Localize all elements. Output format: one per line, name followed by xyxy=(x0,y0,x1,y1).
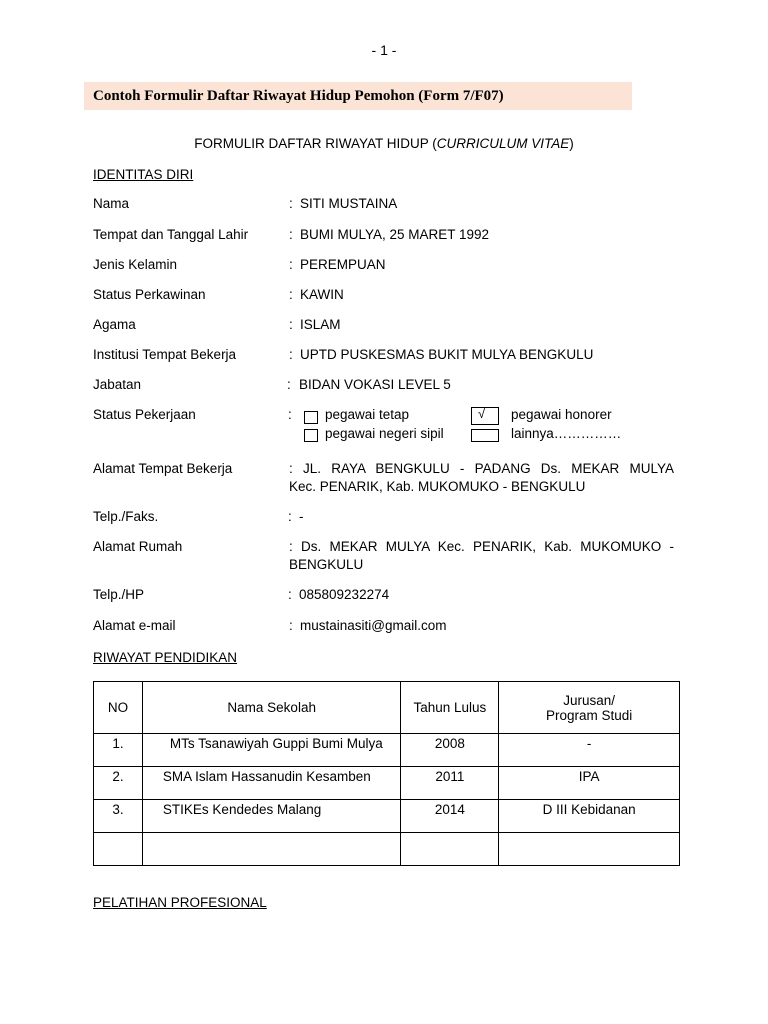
alamat-rumah-line1 xyxy=(289,538,674,556)
jk-colon: : xyxy=(289,257,293,272)
status-kawin-value: KAWIN xyxy=(300,287,344,302)
institusi-label: Institusi Tempat Bekerja xyxy=(93,347,237,362)
telp-faks-label: Telp./Faks. xyxy=(93,509,159,524)
form-title xyxy=(0,136,768,151)
page-number: - 1 - xyxy=(371,42,397,58)
pegawai-negeri-sipil-checkbox[interactable] xyxy=(304,429,318,442)
agama-label: Agama xyxy=(93,317,136,332)
form-title-suffix: ) xyxy=(569,136,574,151)
empty-cell xyxy=(94,833,143,866)
header-tahun-lulus: Tahun Lulus xyxy=(401,682,499,734)
header-no: NO xyxy=(94,682,143,734)
alamat-rumah-label: Alamat Rumah xyxy=(93,539,183,554)
telp-faks-value: - xyxy=(299,509,304,524)
alamat-kerja-label: Alamat Tempat Bekerja xyxy=(93,461,233,476)
header-jurusan-line2: Program Studi xyxy=(546,707,633,723)
alamat-kerja-colon: : xyxy=(289,461,293,476)
pegawai-negeri-sipil-label: pegawai negeri sipil xyxy=(325,426,444,441)
training-heading: PELATIHAN PROFESIONAL xyxy=(93,895,267,910)
row-no: 2. xyxy=(94,767,143,800)
agama-value: ISLAM xyxy=(300,317,341,332)
pegawai-tetap-checkbox[interactable] xyxy=(304,411,318,424)
nama-colon: : xyxy=(289,196,293,211)
telp-hp-value: 085809232274 xyxy=(299,587,390,602)
telp-hp-colon: : xyxy=(288,587,292,602)
alamat-kerja-line1-text: JL. RAYA BENGKULU - PADANG Ds. MEKAR MULYA xyxy=(302,461,674,476)
row-sekolah: SMA Islam Hassanudin Kesamben xyxy=(142,767,401,800)
row-no: 1. xyxy=(94,734,143,767)
agama-colon: : xyxy=(289,317,293,332)
empty-cell xyxy=(401,833,499,866)
status-pekerjaan-label: Status Pekerjaan xyxy=(93,407,196,422)
row-tahun: 2011 xyxy=(401,767,499,800)
email-value: mustainasiti@gmail.com xyxy=(300,618,447,633)
header-jurusan xyxy=(499,682,680,734)
row-sekolah: MTs Tsanawiyah Guppi Bumi Mulya xyxy=(142,734,401,767)
jk-label: Jenis Kelamin xyxy=(93,257,178,272)
row-jurusan: IPA xyxy=(499,767,680,800)
header-jurusan-line1: Jurusan/ xyxy=(563,692,616,708)
education-heading: RIWAYAT PENDIDIKAN xyxy=(93,650,238,665)
alamat-kerja-line1 xyxy=(289,460,674,478)
nama-value: SITI MUSTAINA xyxy=(300,196,398,211)
alamat-rumah-line2: BENGKULU xyxy=(289,557,364,572)
jabatan-colon: : xyxy=(287,377,291,392)
lainnya-label: lainnya…………… xyxy=(511,426,622,441)
ttl-label: Tempat dan Tanggal Lahir xyxy=(93,227,249,242)
jk-value: PEREMPUAN xyxy=(300,257,386,272)
empty-cell xyxy=(499,833,680,866)
jabatan-label: Jabatan xyxy=(93,377,142,392)
alamat-rumah-line1-text: Ds. MEKAR MULYA Kec. PENARIK, Kab. MUKOMUKO - xyxy=(301,539,674,554)
telp-faks-colon: : xyxy=(288,509,292,524)
header-nama-sekolah: Nama Sekolah xyxy=(142,682,401,734)
table-row-empty xyxy=(94,833,680,866)
email-colon: : xyxy=(289,618,293,633)
institusi-value: UPTD PUSKESMAS BUKIT MULYA BENGKULU xyxy=(300,347,594,362)
form-banner-text: Contoh Formulir Daftar Riwayat Hidup Pemohon (Form 7/F07) xyxy=(93,88,504,104)
pegawai-tetap-label: pegawai tetap xyxy=(325,407,410,422)
ttl-value: BUMI MULYA, 25 MARET 1992 xyxy=(300,227,490,242)
email-label: Alamat e-mail xyxy=(93,618,176,633)
row-jurusan: D III Kebidanan xyxy=(499,800,680,833)
nama-label: Nama xyxy=(93,196,130,211)
education-header-row xyxy=(94,682,680,734)
table-row xyxy=(94,734,680,767)
ttl-colon: : xyxy=(289,227,293,242)
row-no: 3. xyxy=(94,800,143,833)
table-row xyxy=(94,767,680,800)
table-row xyxy=(94,800,680,833)
row-sekolah: STIKEs Kendedes Malang xyxy=(142,800,401,833)
identity-heading: IDENTITAS DIRI xyxy=(93,167,194,182)
education-table xyxy=(93,681,680,866)
row-jurusan: - xyxy=(499,734,680,767)
lainnya-checkbox[interactable] xyxy=(471,429,499,442)
row-tahun: 2008 xyxy=(401,734,499,767)
status-pekerjaan-colon: : xyxy=(288,407,292,422)
empty-cell xyxy=(142,833,401,866)
form-title-italic: CURRICULUM VITAE xyxy=(436,136,570,151)
status-kawin-colon: : xyxy=(289,287,293,302)
jabatan-value: BIDAN VOKASI LEVEL 5 xyxy=(299,377,451,392)
status-kawin-label: Status Perkawinan xyxy=(93,287,206,302)
row-tahun: 2014 xyxy=(401,800,499,833)
institusi-colon: : xyxy=(289,347,293,362)
telp-hp-label: Telp./HP xyxy=(93,587,145,602)
alamat-kerja-line2: Kec. PENARIK, Kab. MUKOMUKO - BENGKULU xyxy=(289,479,586,494)
alamat-rumah-colon: : xyxy=(289,539,293,554)
check-mark-icon: √ xyxy=(478,406,486,421)
form-title-prefix: FORMULIR DAFTAR RIWAYAT HIDUP ( xyxy=(194,136,437,151)
pegawai-honorer-label: pegawai honorer xyxy=(511,407,612,422)
